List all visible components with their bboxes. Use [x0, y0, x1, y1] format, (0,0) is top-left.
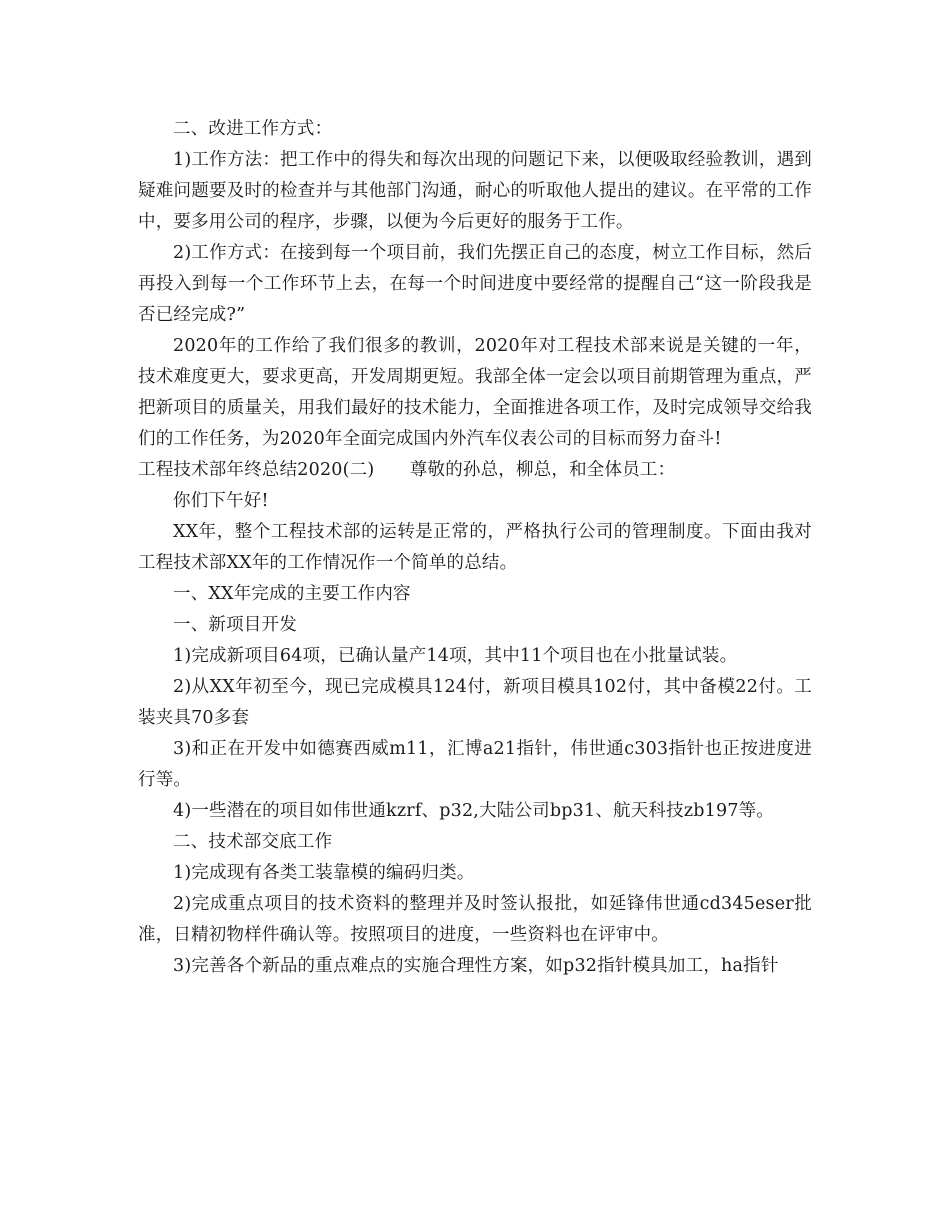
list-item-handover-3: 3)完善各个新品的重点难点的实施合理性方案，如p32指针模具加工，ha指针 — [173, 956, 779, 976]
list-item-new-projects-2: 2)从XX年初至今，现已完成模具124付，新项目模具102付，其中备模22付。工装夹具70多套 — [138, 677, 812, 728]
list-item-new-projects-4: 4)一些潜在的项目如伟世通kzrf、p32,大陆公司bp31、航天科技zb197等。 — [173, 801, 775, 821]
paragraph-report-title-greeting: 工程技术部年终总结2020(二) 尊敬的孙总，柳总，和全体员工： — [138, 460, 676, 480]
list-item-handover-2: 2)完成重点项目的技术资料的整理并及时签认报批，如延锋伟世通cd345eser批准，日精初物样件确认等。按照项目的进度，一些资料也在评审中。 — [138, 894, 812, 945]
list-item-handover-1: 1)完成现有各类工装靠模的编码归类。 — [173, 863, 475, 883]
section-heading-handover: 二、技术部交底工作 — [173, 832, 333, 852]
list-item-new-projects-1: 1)完成新项目64项，已确认量产14项，其中11个项目也在小批量试装。 — [173, 646, 738, 666]
paragraph-overview: XX年，整个工程技术部的运转是正常的，严格执行公司的管理制度。下面由我对工程技术部XX年的工作情况作一个简单的总结。 — [138, 522, 812, 573]
paragraph-2020-summary: 2020年的工作给了我们很多的教训，2020年对工程技术部来说是关键的一年，技术难度更大，要求更高，开发周期更短。我部全体一定会以项目前期管理为重点，严把新项目的质量关，用我们最好的技术能力，全面推进各项工作，及时完成领导交给我们的工作任务，为2020年全面完成国内外汽车仪表公司的目标而努力奋斗! — [138, 336, 812, 449]
paragraph-work-style: 2)工作方式：在接到每一个项目前，我们先摆正自己的态度，树立工作目标，然后再投入到每一个工作环节上去，在每一个时间进度中要经常的提醒自己“这一阶段我是否已经完成?” — [138, 243, 812, 325]
list-item-new-projects-3: 3)和正在开发中如德赛西威m11，汇博a21指针，伟世通c303指针也正按进度进行等。 — [138, 739, 812, 790]
section-heading-improve-methods: 二、改进工作方式： — [173, 119, 333, 139]
document-body — [138, 114, 812, 982]
paragraph-good-afternoon: 你们下午好! — [173, 491, 269, 511]
section-heading-new-projects: 一、新项目开发 — [173, 615, 297, 635]
paragraph-work-method: 1)工作方法：把工作中的得失和每次出现的问题记下来，以便吸取经验教训，遇到疑难问题要及时的检查并与其他部门沟通，耐心的听取他人提出的建议。在平常的工作中，要多用公司的程序，步骤，以便为今后更好的服务于工作。 — [138, 150, 812, 232]
section-heading-main-work: 一、XX年完成的主要工作内容 — [173, 584, 411, 604]
